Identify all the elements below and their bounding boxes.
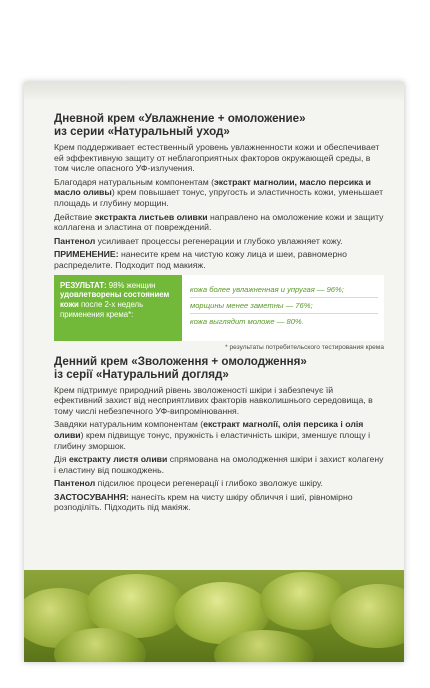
ru-p2-ingredients: экстракт магнолии, масло персика и масло оливы bbox=[54, 176, 371, 198]
ua-paragraph-4 bbox=[54, 478, 384, 489]
ua-p2-ingredients: екстракт магнолії, олія персика і олія оливи bbox=[54, 419, 364, 440]
ua-p4-bold: Пантенол bbox=[54, 478, 96, 489]
result-summary bbox=[54, 275, 182, 341]
ua-title-line1: Денний крем «Зволоження + омолодження» bbox=[54, 354, 307, 368]
footnote: * результаты потребительского тестирования крема bbox=[225, 343, 384, 351]
stat-item: кожа более увлажненная и упругая — 96%; bbox=[190, 282, 378, 298]
ru-paragraph-4 bbox=[54, 236, 384, 247]
ua-usage bbox=[54, 492, 384, 513]
result-text-1: женщин bbox=[124, 280, 156, 290]
result-stats bbox=[182, 275, 384, 341]
stat-item: морщины менее заметны — 76%; bbox=[190, 298, 378, 314]
ua-p3-text-a: Дія bbox=[54, 454, 69, 465]
ua-usage-label: ЗАСТОСУВАННЯ: bbox=[54, 491, 129, 502]
olives-illustration bbox=[24, 570, 404, 662]
ua-p2-text-a: Завдяки натуральним компонентам ( bbox=[54, 419, 204, 430]
ua-p2-text-b: ) крем підвищує тонус, пружність і еластичність шкіри, зменшує площу і глибину зморшок. bbox=[54, 429, 371, 451]
stat-item: кожа выглядит моложе — 80%. bbox=[190, 316, 304, 326]
ru-p3-text-a: Действие bbox=[54, 211, 95, 222]
ua-paragraph-2 bbox=[54, 419, 384, 451]
ru-p3-bold: экстракта листьев оливки bbox=[94, 211, 208, 222]
box-text-content bbox=[54, 112, 384, 516]
result-label: РЕЗУЛЬТАТ: bbox=[60, 280, 107, 290]
ru-title-line1: Дневной крем «Увлажнение + омоложение» bbox=[54, 112, 306, 125]
ru-p2-text-b: ) крем повышает тонус, упругость и эластичность кожи, уменьшает площадь и глубину морщин. bbox=[54, 187, 384, 208]
ru-paragraph-3 bbox=[54, 212, 384, 233]
ru-usage bbox=[54, 249, 384, 270]
ru-p3-text-b: направлено на омоложение кожи и защиту коллагена и эластина от повреждений. bbox=[54, 211, 384, 233]
ru-p4-bold: Пантенол bbox=[54, 235, 96, 246]
ru-title bbox=[54, 112, 384, 138]
ua-p3-text-b: спрямована на омолодження шкіри і захист колагену і еластину від пошкоджень. bbox=[54, 454, 384, 475]
ru-p2-text-a: Благодаря натуральным компонентам ( bbox=[54, 176, 214, 187]
ru-paragraph-2 bbox=[54, 177, 384, 209]
ru-p4-text: усиливает процессы регенерации и глубоко увлажняет кожу. bbox=[95, 235, 343, 246]
ru-usage-text: нанесите крем на чистую кожу лица и шеи, равномерно распределите. Подходит под макияж. bbox=[54, 249, 347, 270]
ua-title-line2: із серії «Натуральний догляд» bbox=[54, 367, 229, 381]
result-panel bbox=[54, 275, 384, 341]
ru-paragraph-1: Крем поддерживает естественный уровень увлажненности кожи и обеспечивает ей эффективную защиту от неблагоприятных факторов окружающей среды, в том числе опасного УФ-излучения. bbox=[54, 142, 380, 174]
ua-paragraph-3 bbox=[54, 454, 384, 475]
ua-usage-text: нанесіть крем на чисту шкіру обличчя і шиї, рівномірно розподіліть. Підходить під макіяж. bbox=[54, 491, 353, 513]
ua-title bbox=[54, 355, 384, 381]
ua-p4-text: підсилює процеси регенерації і глибоко зволожує шкіру. bbox=[95, 478, 323, 489]
ua-paragraph-1: Крем підтримує природний рівень зволоженості шкіри і забезпечує їй ефективний захист від несприятливих факторів навколишнього середовища, в тому числі небезпечного УФ-випромінювання. bbox=[54, 384, 373, 416]
ua-p3-bold: екстракту листя оливи bbox=[68, 454, 168, 465]
product-box-back bbox=[24, 82, 404, 662]
ru-title-line2: из серии «Натуральный уход» bbox=[54, 125, 230, 138]
result-bold: удовлетворены состоянием кожи bbox=[60, 290, 170, 310]
ru-usage-label: ПРИМЕНЕНИЕ: bbox=[54, 249, 119, 260]
result-percent: 98% bbox=[108, 280, 125, 290]
result-text-2: после 2-х недель применения крема*: bbox=[60, 300, 144, 319]
